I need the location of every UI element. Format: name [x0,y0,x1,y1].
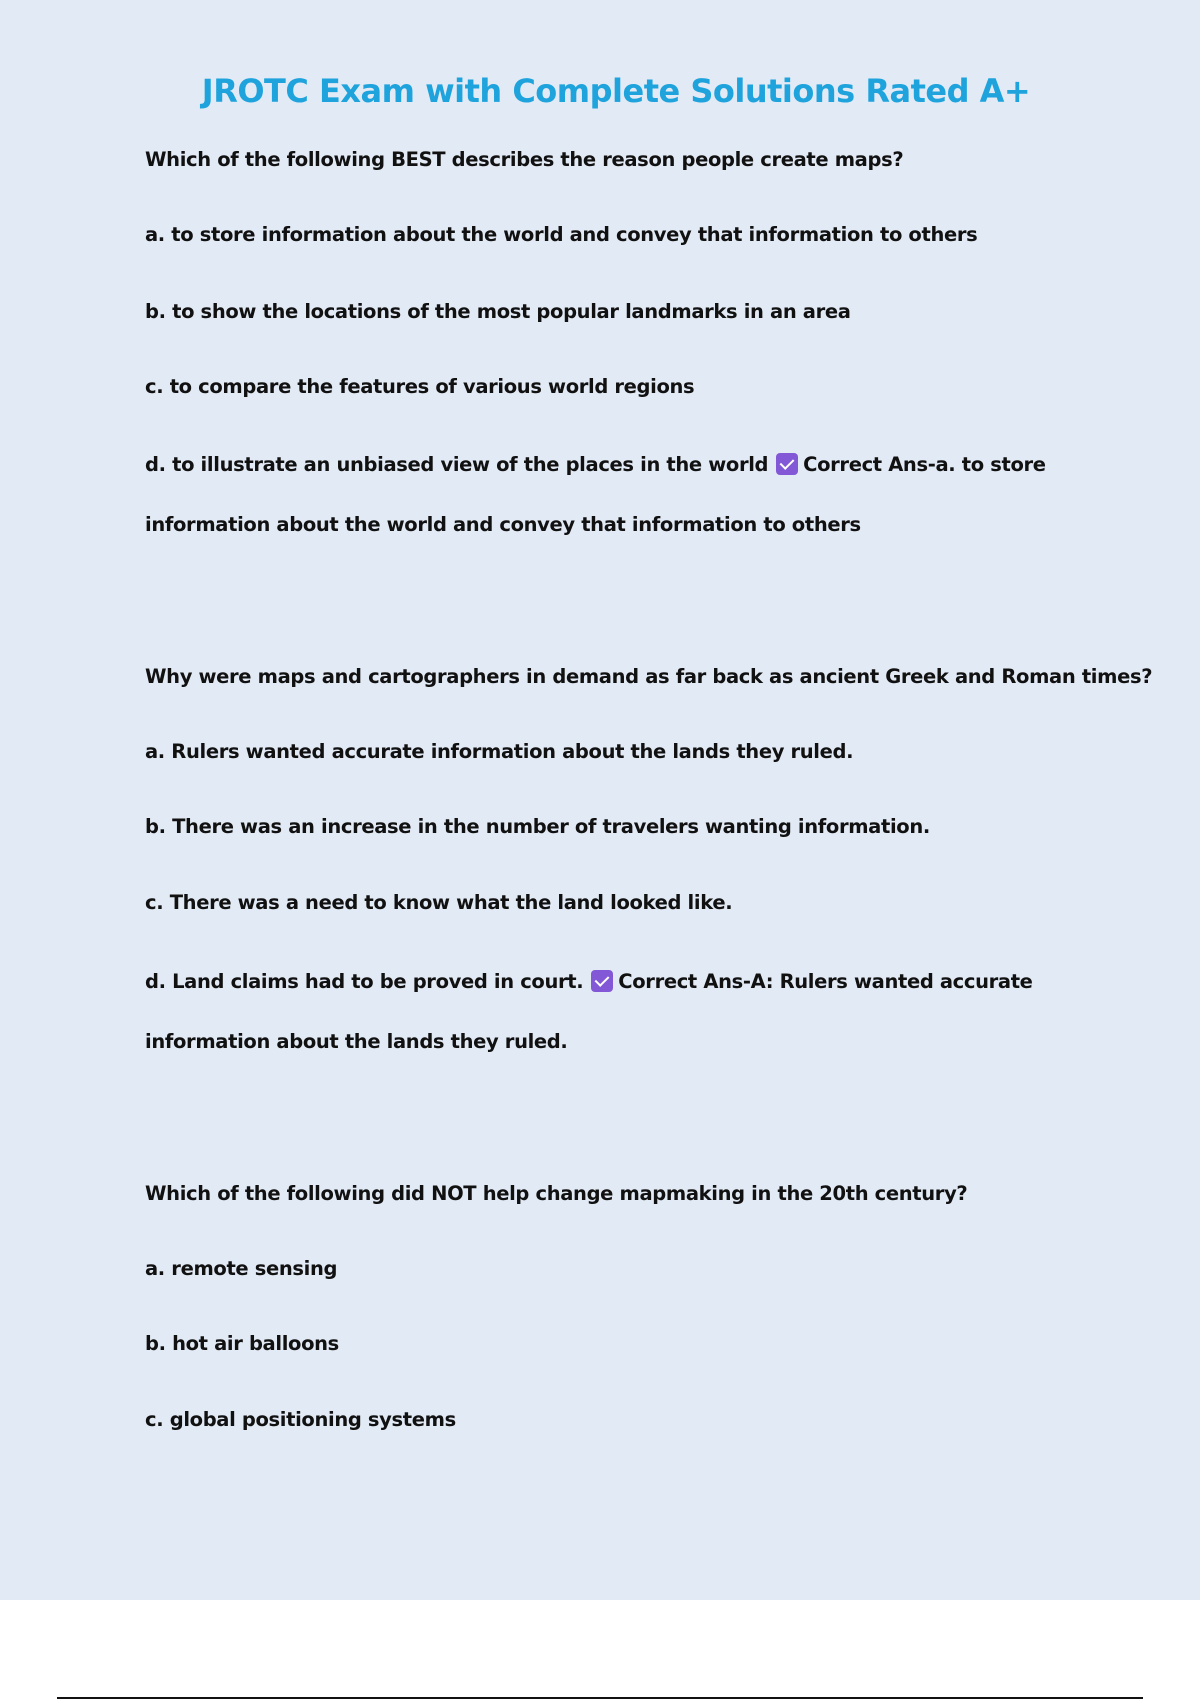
question-3-option-b: b. hot air balloons [145,1332,339,1355]
question-2-option-b: b. There was an increase in the number of travelers wanting information. [145,815,930,838]
question-3-option-a: a. remote sensing [145,1257,338,1280]
question-3-prompt: Which of the following did NOT help change mapmaking in the 20th century? [145,1182,968,1205]
question-1-option-b: b. to show the locations of the most popular landmarks in an area [145,300,851,323]
question-1-option-a: a. to store information about the world and convey that information to others [145,223,978,246]
question-2-answer: Correct Ans-A: Rulers wanted accurate [618,970,1033,993]
page-title: JROTC Exam with Complete Solutions Rated A+ [201,72,1031,110]
question-2-option-d-row [145,970,1033,993]
question-1-answer-continued: information about the world and convey that information to others [145,513,861,536]
question-1-answer: Correct Ans-a. to store [803,453,1046,476]
question-1-prompt: Which of the following BEST describes the reason people create maps? [145,148,904,171]
question-1-option-d: d. to illustrate an unbiased view of the places in the world [145,453,769,476]
question-3-option-c: c. global positioning systems [145,1408,456,1431]
question-2-answer-continued: information about the lands they ruled. [145,1030,568,1053]
checkbox-checked-icon [776,453,798,475]
question-1-option-d-row [145,453,1046,476]
question-2-option-a: a. Rulers wanted accurate information about the lands they ruled. [145,740,854,763]
question-2-option-c: c. There was a need to know what the land looked like. [145,891,733,914]
footer-rule [57,1697,1143,1699]
question-2-option-d: d. Land claims had to be proved in court. [145,970,584,993]
question-2-prompt: Why were maps and cartographers in demand as far back as ancient Greek and Roman times? [145,665,1153,688]
checkbox-checked-icon [591,970,613,992]
question-1-option-c: c. to compare the features of various world regions [145,375,695,398]
